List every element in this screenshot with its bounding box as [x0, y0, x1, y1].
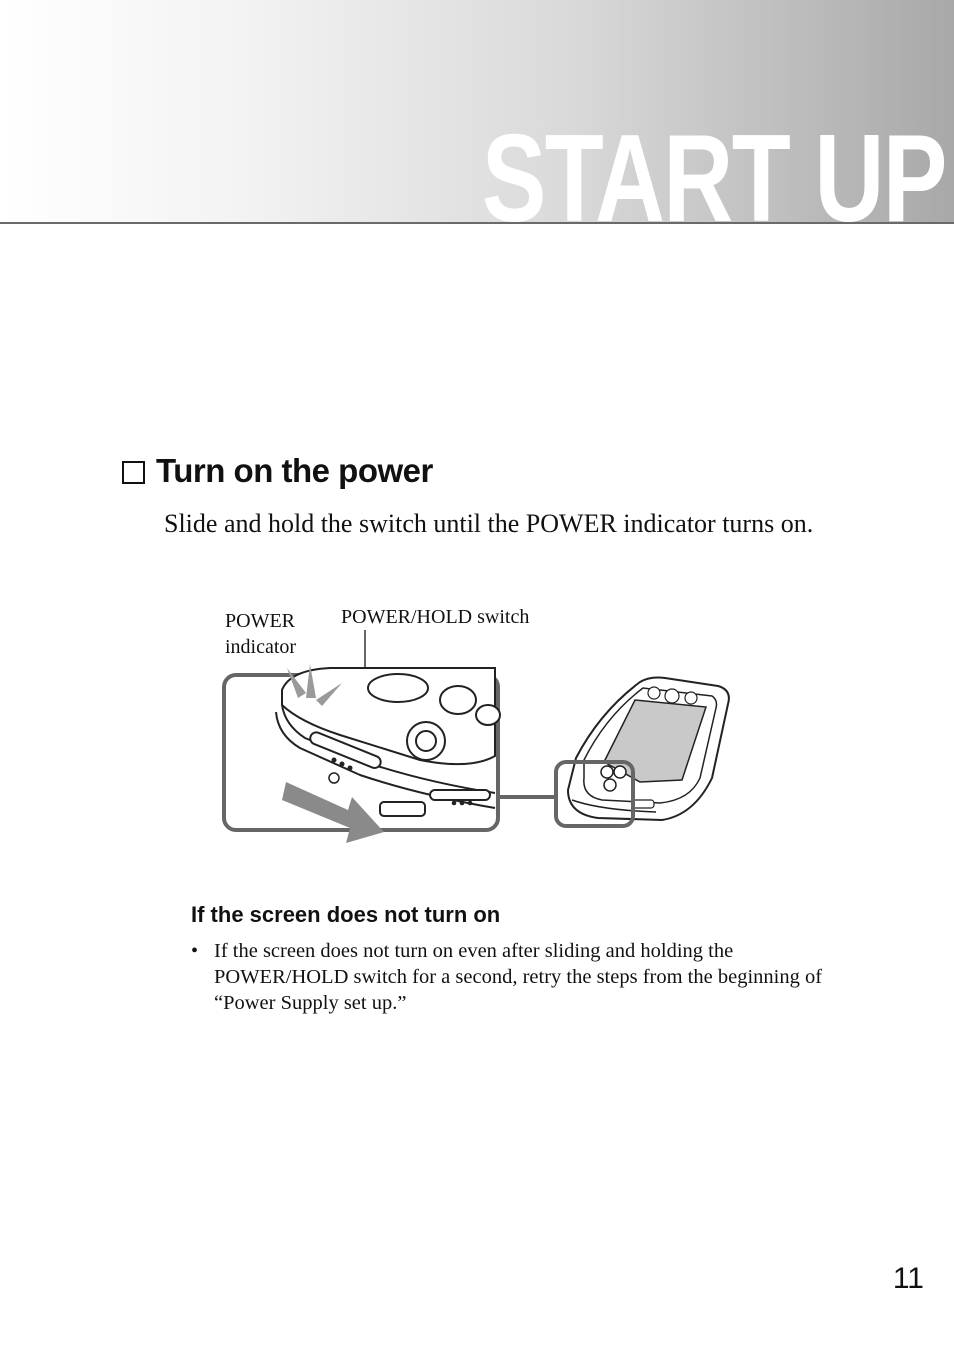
- troubleshooting-heading: If the screen does not turn on: [191, 902, 501, 927]
- power-hold-switch-label: POWER/HOLD switch: [341, 606, 530, 628]
- power-indicator-label-line1: POWER: [225, 610, 295, 632]
- troubleshooting-bullet: [191, 938, 871, 1016]
- instruction-text: Slide and hold the switch until the POWER indicator turns on.: [164, 509, 814, 538]
- section-title: Turn on the power: [156, 452, 433, 489]
- bullet-icon: •: [191, 940, 199, 962]
- power-indicator-label-line2: indicator: [225, 636, 297, 658]
- page-number: 11: [892, 1262, 924, 1295]
- zoom-detail: [224, 664, 500, 843]
- chapter-title: START UP: [482, 110, 946, 224]
- bullet-text: If the screen does not turn on even after sliding and holding the POWER/HOLD switch for a second, retry the steps from the beginning of “Power Supply set up.”: [214, 940, 823, 1014]
- handheld-device: [568, 678, 729, 821]
